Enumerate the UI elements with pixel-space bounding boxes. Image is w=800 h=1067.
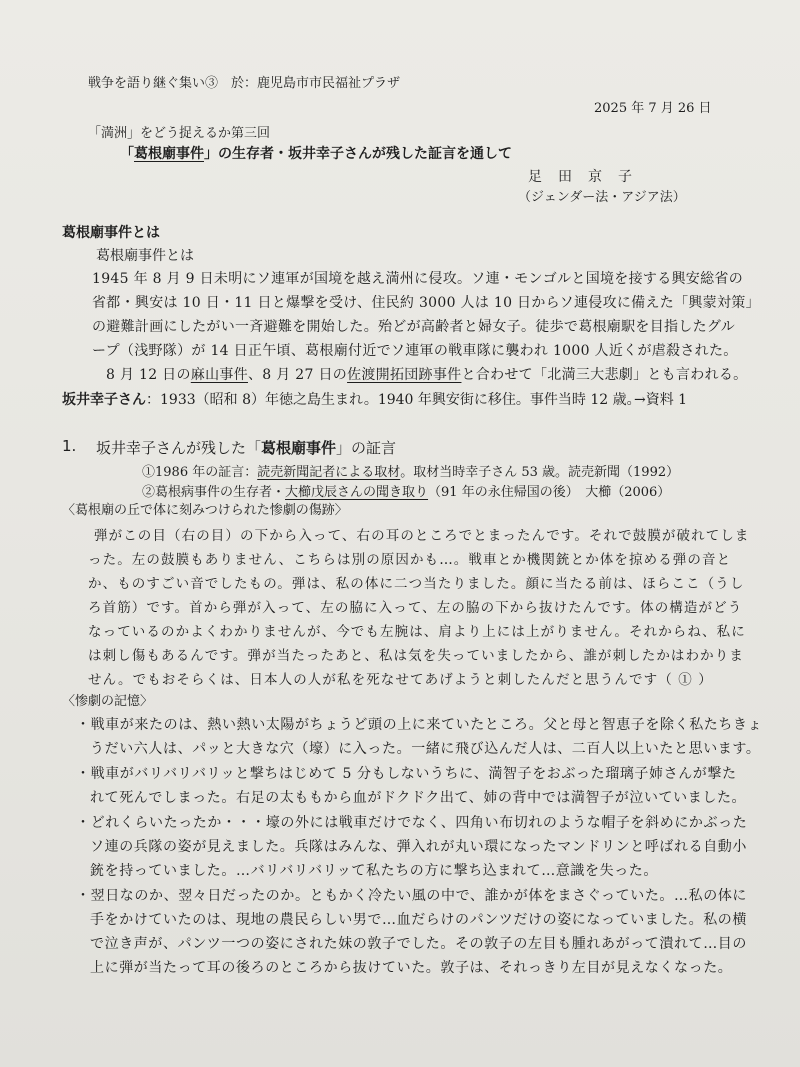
person-text: ：1933（昭和 8）年徳之島生まれ。1940 年興安街に移住。事件当時 12 歳。 [146, 392, 641, 408]
source-text: （91 年の永住帰国の後） 大櫛（2006） [428, 485, 671, 500]
section-subheading: 葛根廟事件とは [96, 248, 194, 264]
mashan-incident: 麻山事件 [190, 367, 248, 383]
event-line: 戦争を語り継ぐ集い③ 於：鹿児島市市民福祉プラザ [88, 76, 401, 91]
memory-line: 手をかけていたのは、現地の農民らしい男で…血だらけのパンツだけの姿になっていました。私の横 [90, 912, 747, 928]
series-title: 「満洲」をどう捉えるか第三回 [88, 126, 271, 141]
author-name: 足 田 京 子 [528, 169, 633, 185]
testimony-heading [96, 437, 396, 458]
memory-line: ・どれくらいたったか・・・壕の外には戦車だけでなく、四角い布切れのような帽子を斜めにかぶった [76, 815, 748, 831]
testimony-line: は刺し傷もあるんです。弾が当たったあと、私は気を失っていましたから、誰が刺したかはわかりま [88, 648, 744, 664]
author-affiliation: （ジェンダー法・アジア法） [518, 190, 686, 205]
person-profile [62, 389, 641, 409]
source-emphasis: 大櫛戊辰さんの聞き取り [285, 485, 429, 500]
memory-line: ・戦車が来たのは、熱い熱い太陽がちょうど頭の上に来ていたところ。父と母と智恵子を除く私たちきょ [76, 717, 763, 733]
section-number: 1. [62, 437, 77, 455]
memory-line: うだい六人は、パッと大きな穴（壕）に入った。一緒に飛び込んだ人は、二百人以上いたと思います。 [90, 741, 761, 757]
title-open: 「 [120, 146, 134, 162]
memory-line: 上に弾が当たって耳の後ろのところから抜けていた。敦子は、それっきり左目が見えなくなった。 [90, 960, 733, 976]
testimony-line: せん。でもおそらくは、日本人の人が私を死なせてあげようと刺したんだと思うんです（ ① ） [88, 672, 713, 688]
overview-line [106, 364, 747, 384]
document-title [120, 143, 512, 163]
memory-line: 銃を持っていました。…バリバリバリッて私たちの方に撃ち込まれて…意識を失った。 [90, 863, 658, 879]
testimony-line: 弾がこの目（右の目）の下から入って、右の耳のところでとまったんです。それで鼓膜が破れてしま [94, 528, 750, 544]
memory-line: ソ連の兵隊の姿が見えました。兵隊はみんな、弾入れが丸い環になったマンドリンと呼ばれる自動小 [90, 839, 747, 855]
subsection-memories: 〈惨劇の記憶〉 [62, 694, 154, 709]
testimony-line: か、ものすごい音でしたもの。弾は、私の体に二つ当たりました。顔に当たる前は、ほらここ（うし [88, 576, 745, 592]
overview-line: ープ（浅野隊）が 14 日正午頃、葛根廟付近でソ連軍の戦車隊に襲われ 1000 人近くが虐殺された。 [92, 343, 738, 359]
heading-text: 坂井幸子さんが残した「 [96, 439, 262, 457]
testimony-line: ろ首筋）です。首から弾が入って、左の脇に入って、左の脇の下から抜けたんです。体の構造がどう [88, 600, 743, 616]
overview-line: 1945 年 8 月 9 日未明にソ連軍が国境を越え満州に侵攻。ソ連・モンゴルと国境を接する興安総省の [92, 271, 743, 287]
overview-line: の避難計画にしたがい一斉避難を開始した。殆どが高齢者と婦女子。徒歩で葛根廟駅を目指したグル [92, 319, 736, 335]
testimony-line: った。左の鼓膜もありません、こちらは別の原因かも…。戦車とか機関銃とか体を掠める弾の音と [88, 552, 732, 568]
subsection-scars: 〈葛根廟の丘で体に刻みつけられた惨劇の傷跡〉 [62, 503, 348, 518]
source-one [142, 461, 679, 480]
overview-text: 8 月 12 日の [106, 367, 191, 383]
title-emphasis: 葛根廟事件 [134, 146, 204, 162]
source-two [142, 481, 670, 500]
document-date: 2025 年 7 月 26 日 [594, 101, 712, 116]
heading-emphasis: 葛根廟事件 [261, 439, 337, 457]
source-text: ②葛根病事件の生存者・ [142, 485, 286, 500]
sado-incident: 佐渡開拓団跡事件 [347, 367, 462, 383]
source-text: ①1986 年の証言： [142, 465, 258, 480]
section-heading: 葛根廟事件とは [62, 225, 160, 241]
overview-text: と合わせて「北満三大悲劇」とも言われる。 [461, 367, 748, 383]
memory-line: れて死んでしまった。右足の太ももから血がドクドク出て、姉の背中では満智子が泣いていました。 [90, 790, 747, 806]
person-label: 坂井幸子さん [62, 392, 146, 408]
memory-line: で泣き声が、パンツ一つの姿にされた妹の敦子でした。その敦子の左目も腫れあがって潰れて…目の [90, 936, 747, 952]
memory-line: ・戦車がバリバリバリッと撃ちはじめて 5 分もしないうちに、満智子をおぶった瑠璃子姉さんが撃た [76, 766, 737, 782]
source-text: 。取材当時幸子さん 53 歳。読売新聞（1992） [400, 465, 680, 480]
testimony-line: なっているのかよくわかりませんが、今でも左腕は、肩より上には上がりません。それからね、私に [88, 624, 746, 640]
source-emphasis: 読売新聞記者による取材 [257, 465, 401, 480]
reference-link: →資料 1 [634, 392, 688, 408]
memory-line: ・翌日なのか、翌々日だったのか。ともかく冷たい風の中で、誰かが体をまさぐっていた。…私の体に [76, 888, 748, 904]
overview-text: 、8 月 27 日の [247, 367, 348, 383]
title-rest: 」の生存者・坂井幸子さんが残した証言を通して [204, 146, 512, 162]
heading-text: 」の証言 [336, 439, 397, 457]
overview-line: 省都・興安は 10 日・11 日と爆撃を受け、住民約 3000 人は 10 日からソ連侵攻に備えた「興蒙対策」 [92, 295, 760, 311]
